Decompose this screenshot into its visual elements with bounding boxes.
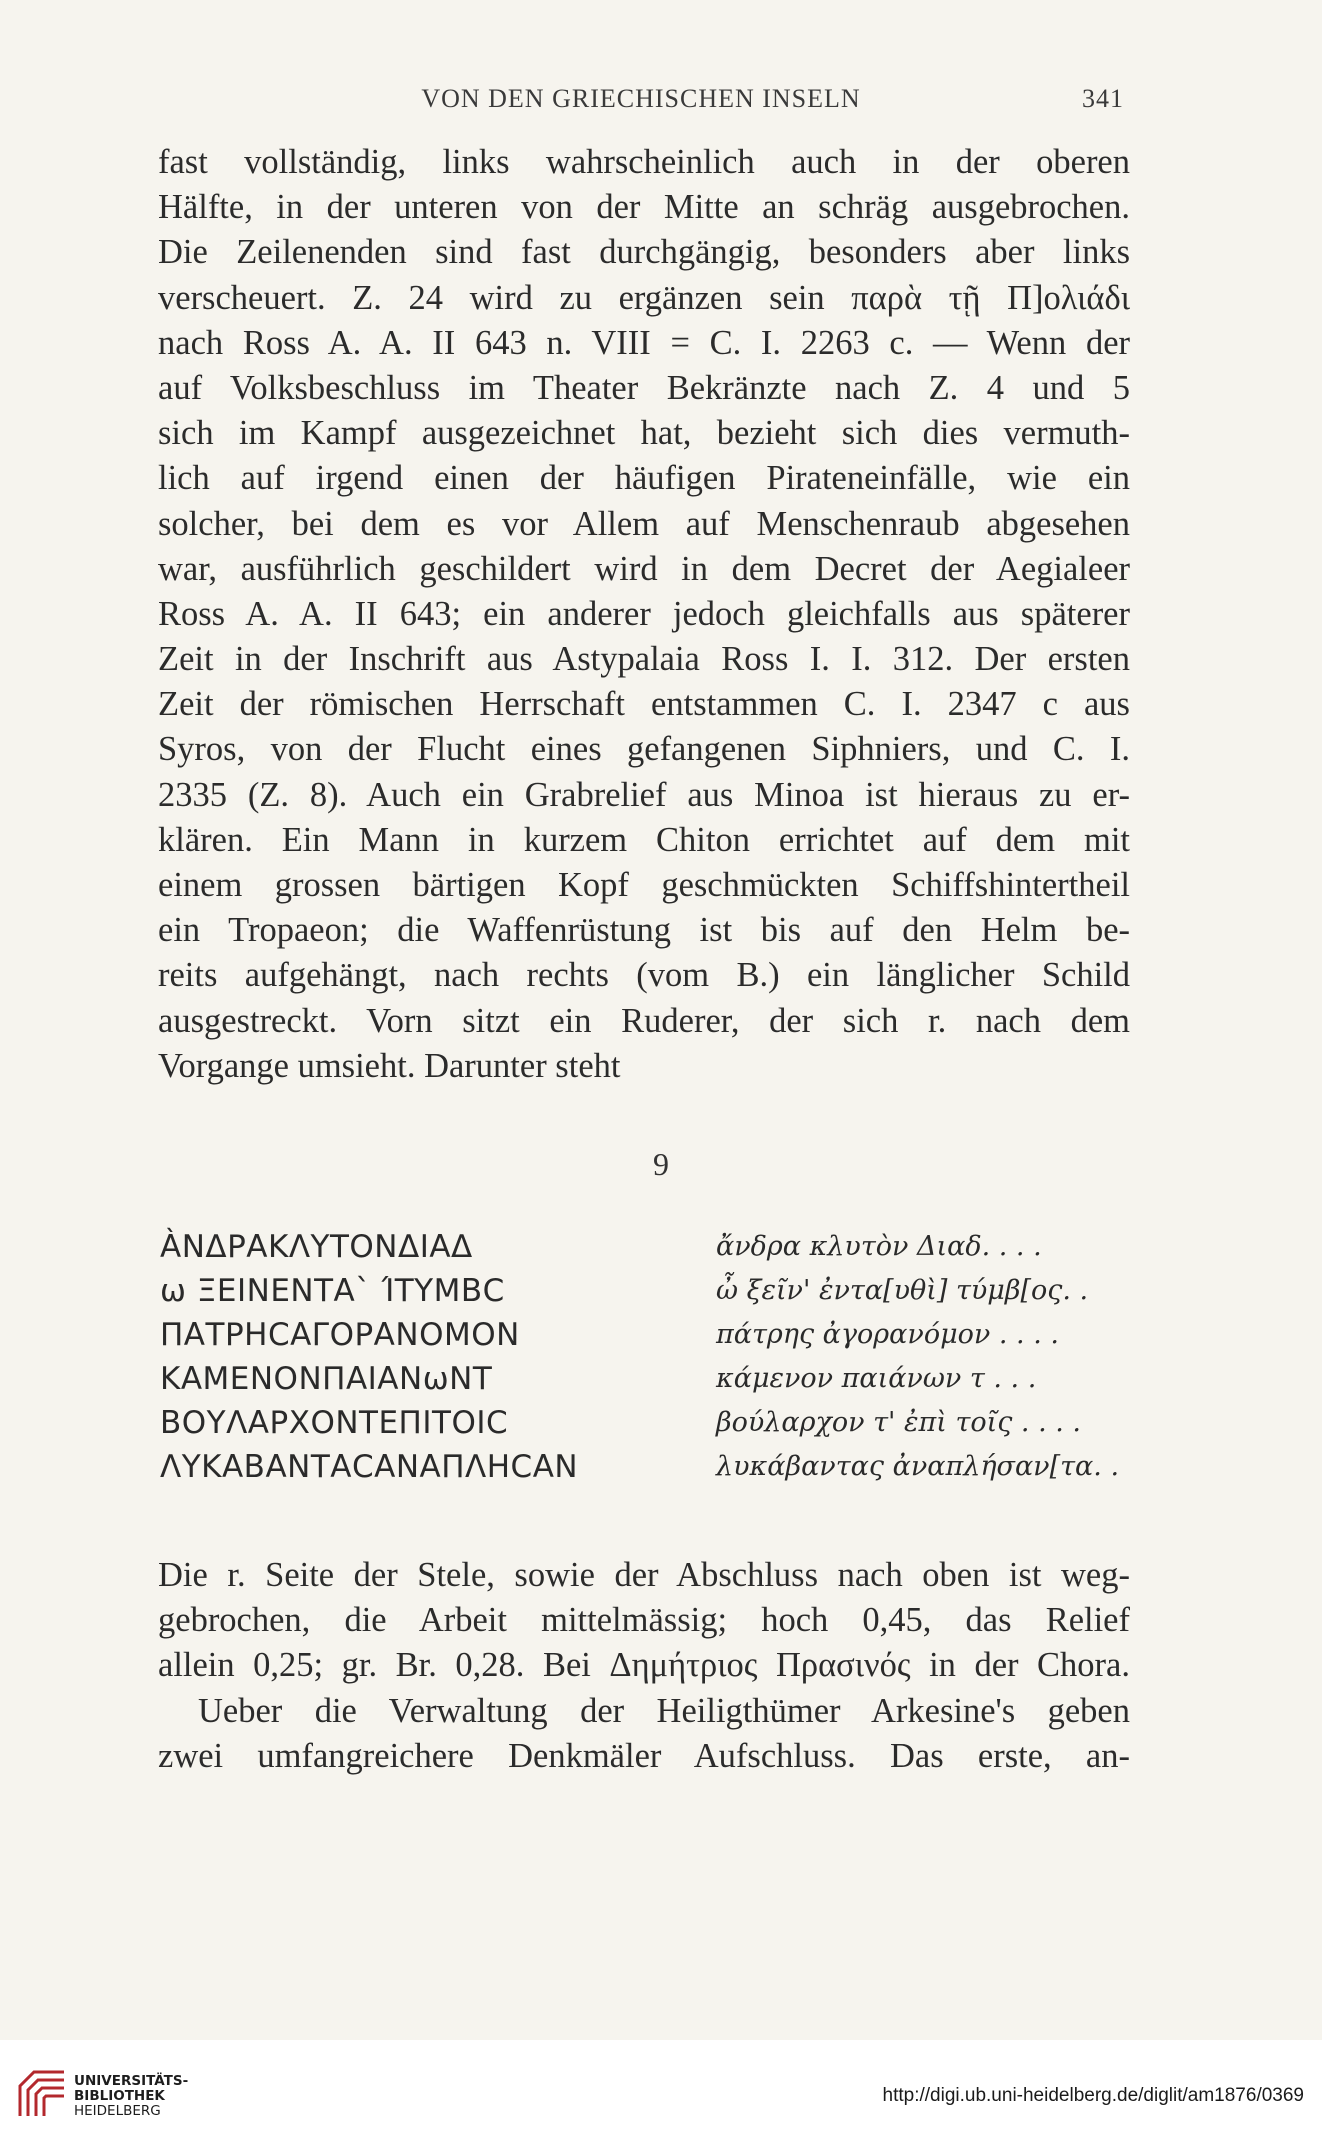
text-line: allein 0,25; gr. Br. 0,28. Bei Δημήτριος Πρασινός in der Chora. bbox=[158, 1646, 1130, 1685]
paragraph-1 bbox=[158, 140, 1130, 1089]
library-logo-icon bbox=[16, 2068, 68, 2120]
text-line: reits aufgehängt, nach rechts (vom B.) ein länglicher Schild bbox=[158, 956, 1130, 995]
source-url-link[interactable]: http://digi.ub.uni-heidelberg.de/diglit/am1876/0369 bbox=[882, 2085, 1304, 2106]
text-line: war, ausführlich geschildert wird in dem Decret der Aegialeer bbox=[158, 549, 1130, 588]
inscription-line: ΛΥΚΑΒΑΝΤΑϹΑΝΑΠΛΗϹΑΝ bbox=[160, 1449, 579, 1485]
text-line: nach Ross A. A. II 643 n. VIII = C. I. 2263 c. — Wenn der bbox=[158, 323, 1130, 362]
transcription-line: ἄνδρα κλυτὸν Διαδ. . . . bbox=[716, 1231, 1042, 1262]
text-line: solcher, bei dem es vor Allem auf Menschenraub abgesehen bbox=[158, 504, 1130, 543]
text-line: lich auf irgend einen der häufigen Pirateneinfälle, wie ein bbox=[158, 459, 1130, 498]
text-line: gebrochen, die Arbeit mittelmässig; hoch 0,45, das Relief bbox=[158, 1601, 1130, 1640]
text-line: Die Zeilenenden sind fast durchgängig, besonders aber links bbox=[158, 233, 1130, 272]
inscription-line: ΠΑΤΡΗϹΑΓΟΡΑΝΟΜΟΝ bbox=[160, 1317, 520, 1353]
inscription-majuscule bbox=[160, 1225, 578, 1489]
text-line: sich im Kampf ausgezeichnet hat, bezieht sich dies vermuth- bbox=[158, 414, 1130, 453]
text-line: einem grossen bärtigen Kopf geschmückten Schiffshintertheil bbox=[158, 866, 1130, 904]
transcription-line: πάτρης ἀγορανόμον . . . . bbox=[716, 1319, 1059, 1350]
text-line: Vorgange umsieht. Darunter steht bbox=[158, 1046, 621, 1085]
text-line: Die r. Seite der Stele, sowie der Abschluss nach oben ist weg- bbox=[158, 1556, 1130, 1594]
transcription-line: βούλαρχον τ' ἐπὶ τοῖς . . . . bbox=[716, 1407, 1082, 1438]
text-line: Ueber die Verwaltung der Heiligthümer Arkesine's geben bbox=[198, 1691, 1130, 1730]
paragraph-2-3 bbox=[158, 1553, 1130, 1779]
transcription-line: λυκάβαντας ἀναπλήσαν[τα. . bbox=[716, 1451, 1120, 1482]
text-line: Zeit in der Inschrift aus Astypalaia Ross I. I. 312. Der ersten bbox=[158, 640, 1130, 679]
inscription-line: ΒΟΥΛΑΡΧΟΝΤΕΠΙΤΟΙϹ bbox=[160, 1405, 509, 1441]
running-title: VON DEN GRIECHISCHEN INSELN bbox=[421, 84, 861, 113]
text-line: fast vollständig, links wahrscheinlich auch in der oberen bbox=[158, 143, 1130, 181]
running-header bbox=[158, 84, 1124, 120]
inscription-line: ω ΞΕΙΝΕΝΤΑ` ΊΤΥΜΒϹ bbox=[160, 1273, 505, 1309]
text-line: Hälfte, in der unteren von der Mitte an schräg ausgebrochen. bbox=[158, 188, 1130, 227]
inscription-line: ΚΑΜΕΝΟΝΠΑΙΑΝωΝΤ bbox=[160, 1361, 493, 1397]
inscription-line: ÀΝΔΡΑΚΛΥΤΟΝΔΙΑΔ bbox=[160, 1229, 473, 1265]
digitization-footer bbox=[0, 2040, 1322, 2144]
inscription-number: 9 bbox=[653, 1146, 669, 1182]
text-line: klären. Ein Mann in kurzem Chiton errichtet auf dem mit bbox=[158, 820, 1130, 859]
text-line: Zeit der römischen Herrschaft entstammen C. I. 2347 c aus bbox=[158, 685, 1130, 724]
transcription-line: κάμενον παιάνων τ . . . bbox=[716, 1363, 1037, 1394]
text-line: verscheuert. Z. 24 wird zu ergänzen sein παρὰ τῇ Π]ολιάδι bbox=[158, 278, 1130, 317]
text-line: ausgestreckt. Vorn sitzt ein Ruderer, der sich r. nach dem bbox=[158, 1001, 1130, 1040]
text-line: zwei umfangreichere Denkmäler Aufschluss. Das erste, an- bbox=[158, 1736, 1130, 1775]
text-line: auf Volksbeschluss im Theater Bekränzte nach Z. 4 und 5 bbox=[158, 368, 1130, 407]
transcription-line: ὦ ξεῖν' ἐντα[υθὶ] τύμβ[ος. . bbox=[716, 1275, 1089, 1306]
text-line: ein Tropaeon; die Waffenrüstung ist bis auf den Helm be- bbox=[158, 911, 1130, 950]
page-number: 341 bbox=[1082, 84, 1124, 113]
text-line: 2335 (Z. 8). Auch ein Grabrelief aus Minoa ist hieraus zu er- bbox=[158, 775, 1130, 814]
text-line: Ross A. A. II 643; ein anderer jedoch gleichfalls aus späterer bbox=[158, 594, 1130, 633]
inscription-transcription bbox=[716, 1225, 1119, 1489]
text-line: Syros, von der Flucht eines gefangenen Siphniers, und C. I. bbox=[158, 730, 1130, 769]
library-name: UNIVERSITÄTS- BIBLIOTHEK HEIDELBERG bbox=[74, 2073, 189, 2119]
